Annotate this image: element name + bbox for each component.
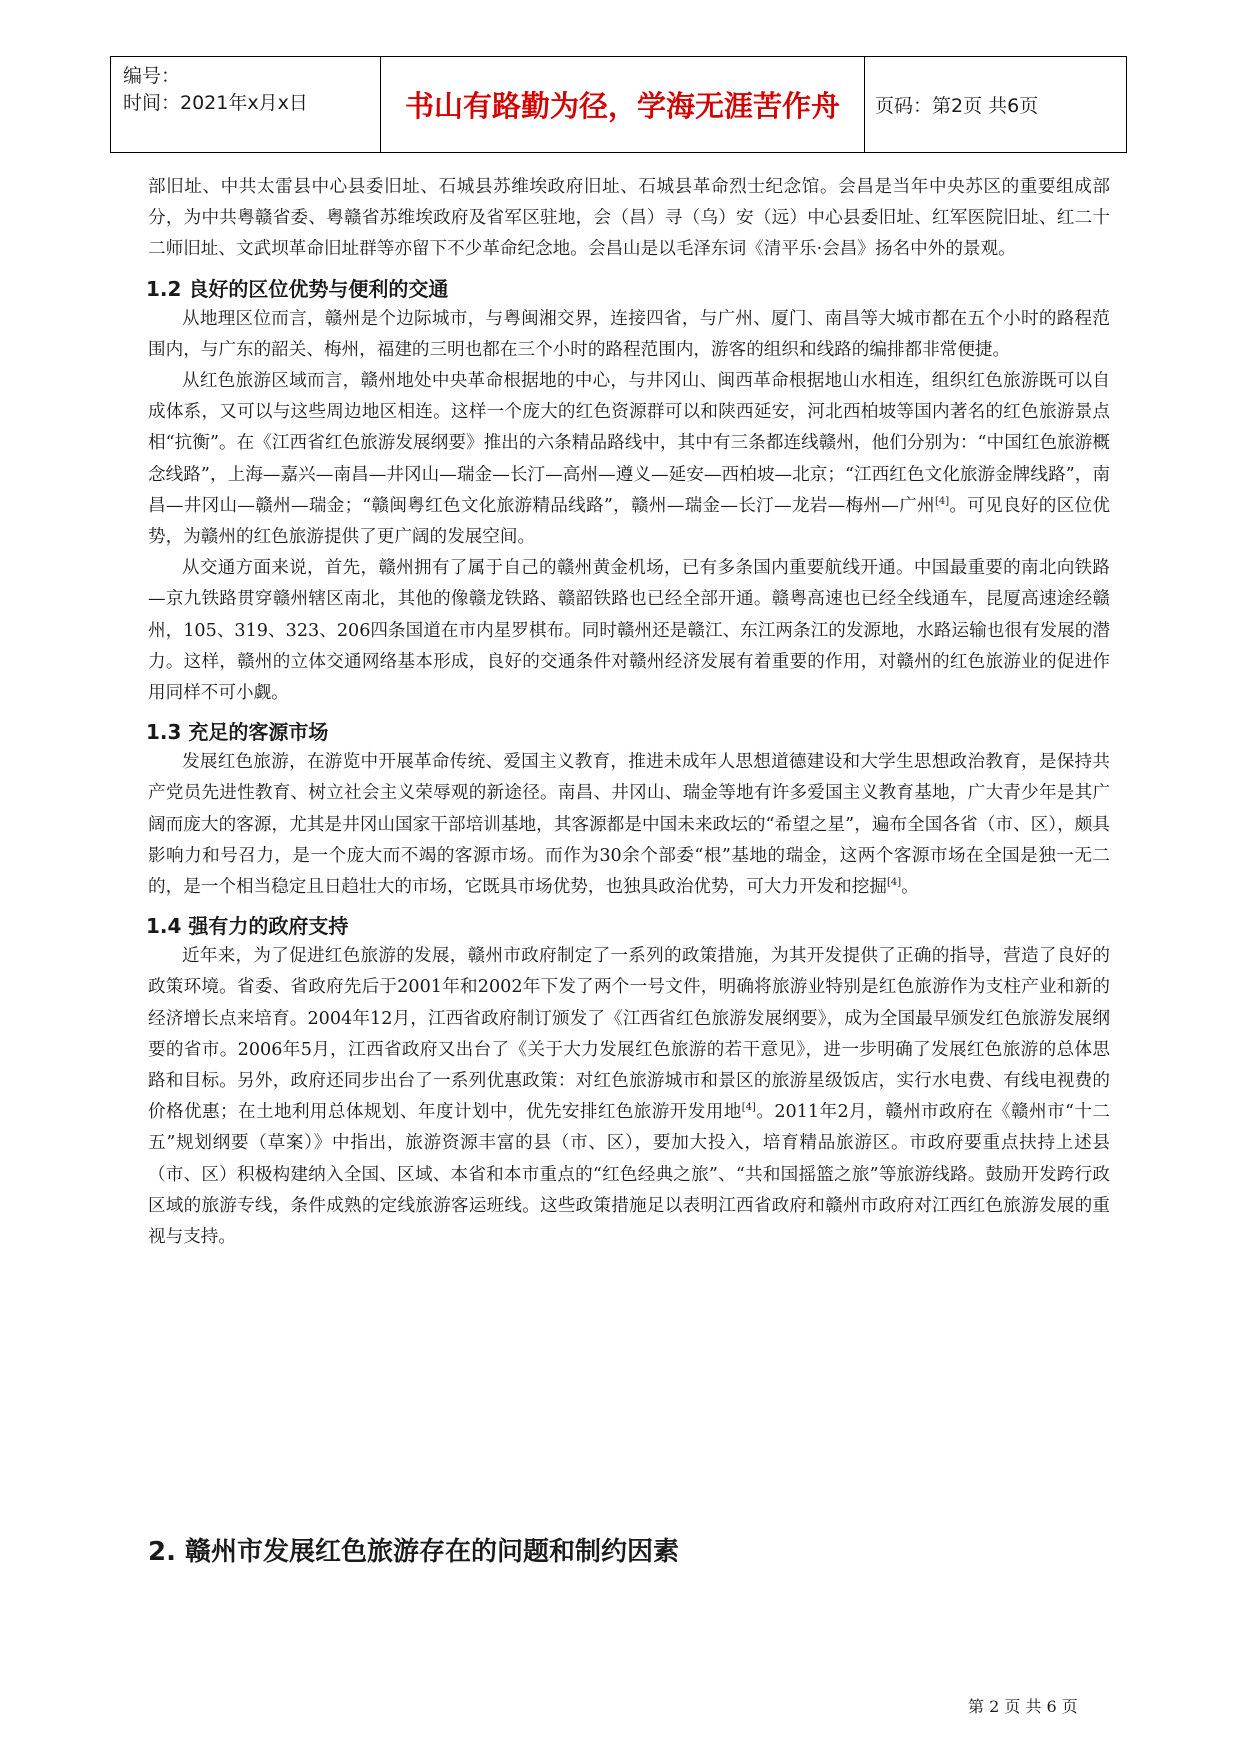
paragraph-text: 。	[901, 877, 919, 898]
header-page-info: 页码：第2页 共6页	[875, 95, 1039, 117]
citation: [4]	[886, 877, 902, 889]
page-footer: 第 2 页 共 6 页	[968, 1697, 1078, 1716]
paragraph	[148, 366, 1110, 553]
paragraph: 从交通方面来说，首先，赣州拥有了属于自己的赣州黄金机场，已有多条国内重要航线开通。中国最重要的南北向铁路—京九铁路贯穿赣州辖区南北，其他的像赣龙铁路、赣韶铁路也已经全部开通。赣粤高速也已经全线通车，昆厦高速途经赣州，105、319、323、206四条国道在市内星罗棋布。同时赣州还是赣江、东江两条江的发源地，水路运输也很有发展的潜力。这样，赣州的立体交通网络基本形成，良好的交通条件对赣州经济发展有着重要的作用，对赣州的红色旅游业的促进作用同样不可小觑。	[148, 558, 1110, 704]
paragraph-text: 。2011年2月，赣州市政府在《赣州市“十二五”规划纲要（草案）》中指出，旅游资源丰富的县（市、区），要加大投入，培育精品旅游区。市政府要重点扶持上述县（市、区）积极构建纳入全国、区域、本省和本市重点的“红色经典之旅”、“共和国摇篮之旅”等旅游线路。鼓励开发跨行政区域的旅游专线，条件成熟的定线旅游客运班线。这些政策措施足以表明江西省政府和赣州市政府对江西红色旅游发展的重视与支持。	[148, 1102, 1110, 1248]
section-heading-2: 2. 赣州市发展红色旅游存在的问题和制约因素	[148, 1537, 680, 1567]
paragraph: 部旧址、中共太雷县中心县委旧址、石城县苏维埃政府旧址、石城县革命烈士纪念馆。会昌是当年中央苏区的重要组成部分，为中共粤赣省委、粤赣省苏维埃政府及省军区驻地，会（昌）寻（乌）安（远）中心县委旧址、红军医院旧址、红二十二师旧址、文武坝革命旧址群等亦留下不少革命纪念地。会昌山是以毛泽东词《清平乐·会昌》扬名中外的景观。	[148, 177, 1110, 260]
citation: [4]	[741, 1102, 756, 1114]
citation: [4]	[934, 495, 950, 507]
section-heading-1-3: 1.3 充足的客源市场	[146, 720, 329, 745]
paragraph-text: 发展红色旅游，在游览中开展革命传统、爱国主义教育，推进未成年人思想道德建设和大学生思想政治教育，是保持共产党员先进性教育、树立社会主义荣辱观的新途径。南昌、井冈山、瑞金等地有许多爱国主义教育基地，广大青少年是其广阔而庞大的客源，尤其是井冈山国家干部培训基地，其客源都是中国未来政坛的“希望之星”，遍布全国各省（市、区），颇具影响力和号召力，是一个庞大而不竭的客源市场。而作为30余个部委“根”基地的瑞金，这两个客源市场在全国是独一无二的，是一个相当稳定且日趋壮大的市场，它既具市场优势，也独具政治优势，可大力开发和挖掘	[148, 752, 1110, 898]
paragraph	[148, 747, 1110, 903]
paragraph-text: 近年来，为了促进红色旅游的发展，赣州市政府制定了一系列的政策措施，为其开发提供了正确的指导，营造了良好的政策环境。省委、省政府先后于2001年和2002年下发了两个一号文件，明确将旅游业特别是红色旅游作为支柱产业和新的经济增长点来培育。2004年12月，江西省政府制订颁发了《江西省红色旅游发展纲要》，成为全国最早颁发红色旅游发展纲要的省市。2006年5月，江西省政府又出台了《关于大力发展红色旅游的若干意见》，进一步明确了发展红色旅游的总体思路和目标。另外，政府还同步出台了一系列优惠政策：对红色旅游城市和景区的旅游星级饭店，实行水电费、有线电视费的价格优惠；在土地利用总体规划、年度计划中，优先安排红色旅游开发用地	[148, 946, 1110, 1123]
number-label: 编号：	[123, 65, 181, 87]
paragraph	[148, 941, 1110, 1253]
paragraph: 从地理区位而言，赣州是个边际城市，与粤闽湘交界，连接四省，与广州、厦门、南昌等大城市都在五个小时的路程范围内，与广东的韶关、梅州，福建的三明也都在三个小时的路程范围内，游客的组织和线路的编排都非常便捷。	[148, 308, 1110, 360]
header-motto: 书山有路勤为径，学海无涯苦作舟	[381, 57, 865, 152]
document-body	[148, 172, 1110, 1253]
section-heading-1-4: 1.4 强有力的政府支持	[146, 914, 349, 939]
paragraph-text: 。可见良好的区位优势，为赣州的红色旅游提供了更广阔的发展空间。	[148, 495, 1110, 548]
section-heading-1-2: 1.2 良好的区位优势与便利的交通	[146, 276, 449, 301]
time-label: 时间：2021年x月x日	[123, 92, 308, 114]
header-table	[110, 56, 1127, 153]
header-meta	[111, 57, 381, 152]
paragraph-text: 从红色旅游区域而言，赣州地处中央革命根据地的中心，与井冈山、闽西革命根据地山水相连，组织红色旅游既可以自成体系，又可以与这些周边地区相连。这样一个庞大的红色资源群可以和陕西延安，河北西柏坡等国内著名的红色旅游景点相“抗衡”。在《江西省红色旅游发展纲要》推出的六条精品路线中，其中有三条都连线赣州，他们分别为：“中国红色旅游概念线路”，上海—嘉兴—南昌—井冈山—瑞金—长汀—高州—遵义—延安—西柏坡—北京；“江西红色文化旅游金牌线路”，南昌—井冈山—赣州—瑞金；“赣闽粤红色文化旅游精品线路”，赣州—瑞金—长汀—龙岩—梅州—广州	[148, 371, 1110, 516]
